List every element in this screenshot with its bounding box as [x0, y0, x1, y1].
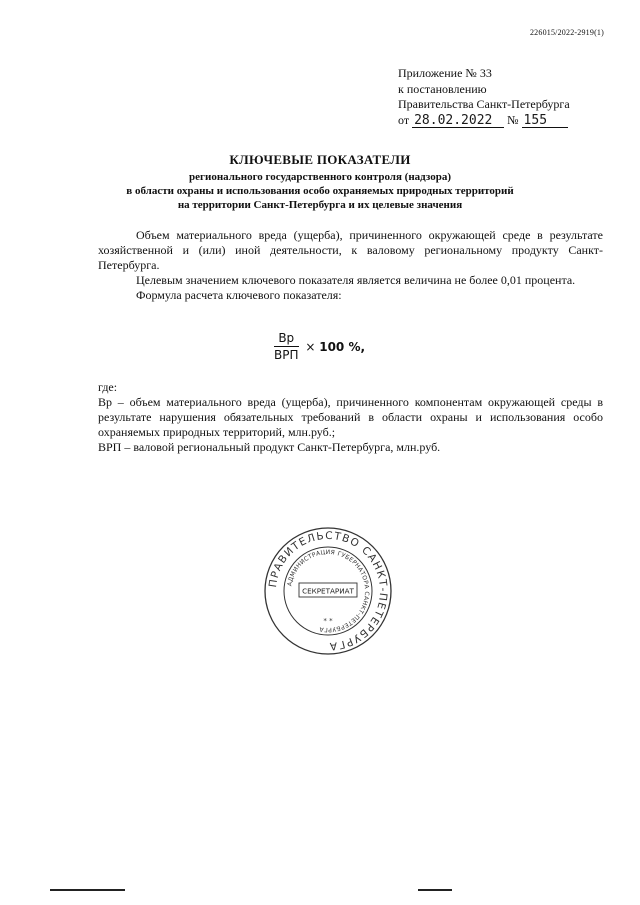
paragraph-2: Целевым значением ключевого показателя является величина не более 0,01 процента. — [136, 273, 576, 287]
annex-line-2: к постановлению — [398, 81, 487, 96]
formula-times: × — [305, 339, 316, 354]
document-header — [0, 152, 640, 212]
formula — [274, 331, 365, 362]
formula-tail — [305, 340, 365, 354]
legend-where: где: — [98, 380, 118, 394]
body-text — [98, 228, 603, 303]
legend-vr: Вр – объем материального вреда (ущерба), причиненного компонентам окружающей среды в результате нарушения обязательных требований в области охраны и использования особо охраняемых природных территорий, млн.руб.; — [98, 395, 603, 439]
header-line-3: в области охраны и использования особо охраняемых природных территорий — [126, 185, 514, 197]
fraction — [274, 331, 299, 362]
formula-numerator: Вр — [274, 331, 299, 347]
annex-block — [398, 66, 570, 128]
annex-line-3: Правительства Санкт-Петербурга — [398, 97, 570, 111]
date-value: 28.02.2022 — [412, 114, 504, 128]
annex-line-1: Приложение № 33 — [398, 66, 492, 80]
page-title: КЛЮЧЕВЫЕ ПОКАЗАТЕЛИ — [229, 152, 411, 167]
number-label: № — [507, 112, 519, 127]
secretariat-stamp — [262, 525, 394, 657]
header-line-4: на территории Санкт-Петербурга и их целевые значения — [177, 199, 463, 211]
footer-divider-right — [418, 889, 452, 891]
svg-text:* *: * * — [323, 617, 333, 625]
formula-value: 100 %, — [319, 339, 366, 354]
stamp-center-text: СЕКРЕТАРИАТ — [302, 586, 354, 596]
from-label: от — [398, 112, 410, 127]
legend-text — [98, 380, 603, 455]
annex-date-line — [398, 113, 570, 129]
stamp-outer-text: ПРАВИТЕЛЬСТВО САНКТ-ПЕТЕРБУРГА — [267, 529, 390, 653]
number-value: 155 — [522, 114, 568, 128]
formula-denominator: ВРП — [274, 348, 299, 362]
stamp-seal-icon — [262, 525, 394, 657]
header-line-2: регионального государственного контроля (надзора) — [188, 171, 452, 183]
document-number: 226015/2022-2919(1) — [529, 28, 604, 37]
footer-divider-left — [50, 889, 125, 891]
legend-vrp: ВРП – валовой региональный продукт Санкт-Петербурга, млн.руб. — [98, 440, 441, 454]
stamp-inner-text: АДМИНИСТРАЦИЯ ГУБЕРНАТОРА САНКТ-ПЕТЕРБУРГА — [286, 548, 371, 634]
paragraph-3: Формула расчета ключевого показателя: — [136, 288, 342, 302]
paragraph-1: Объем материального вреда (ущерба), причиненного окружающей среде в результате хозяйственной и (или) иной деятельности, к валовому региональному продукту Санкт-Петербурга. — [98, 228, 603, 272]
